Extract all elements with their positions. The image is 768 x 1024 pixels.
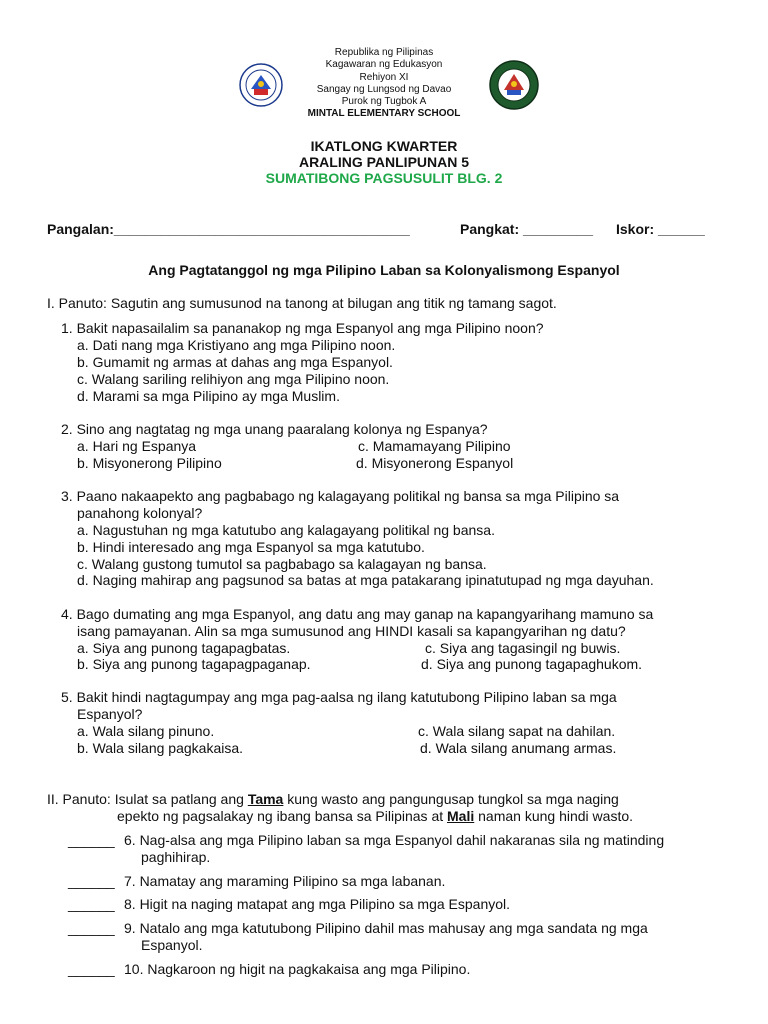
- titles: [0, 138, 768, 186]
- question-3-cont: panahong kolonyal?: [77, 505, 203, 521]
- topic-title: Ang Pagtatanggol ng mga Pilipino Laban sa Kolonyalismong Espanyol: [148, 262, 620, 278]
- choice-5c: c. Wala silang sapat na dahilan.: [418, 723, 616, 739]
- choice-4a: a. Siya ang punong tagapagbatas.: [77, 640, 291, 656]
- choice-2d: d. Misyonerong Espanyol: [356, 455, 514, 471]
- question-4-cont: isang pamayanan. Alin sa mga sumusunod ang HINDI kasali sa kapangyarihan ng datu?: [77, 623, 626, 639]
- choice-3c: c. Walang gustong tumutol sa pagbabago sa kalagayan ng bansa.: [77, 556, 487, 572]
- letterhead-line: Sangay ng Lungsod ng Davao: [316, 83, 452, 95]
- answer-blank[interactable]: ______: [68, 873, 115, 889]
- choice-1d: d. Marami sa mga Pilipino ay mga Muslim.: [77, 388, 340, 404]
- question-1: 1. Bakit napasailalim sa pananakop ng mga Espanyol ang mga Pilipino noon?: [61, 320, 544, 336]
- choice-3d: d. Naging mahirap ang pagsunod sa batas at mga patakarang ipinatutupad ng mga dayuhan.: [77, 572, 654, 588]
- part2-instruction-pre: II. Panuto: Isulat sa patlang ang: [47, 791, 248, 807]
- quarter-title: IKATLONG KWARTER: [310, 138, 458, 154]
- answer-blank[interactable]: ______: [68, 896, 115, 912]
- choice-5b: b. Wala silang pagkakaisa.: [77, 740, 244, 756]
- statement-7: 7. Namatay ang maraming Pilipino sa mga labanan.: [124, 873, 446, 889]
- choice-1b: b. Gumamit ng armas at dahas ang mga Espanyol.: [77, 354, 393, 370]
- part2-instruction2-pre: epekto ng pagsalakay ng ibang bansa sa Pilipinas at: [117, 808, 448, 824]
- statement-6-cont: paghihirap.: [141, 849, 211, 865]
- part2-instruction-mid: kung wasto ang pangungusap tungkol sa mga naging: [283, 791, 619, 807]
- choice-1c: c. Walang sariling relihiyon ang mga Pilipino noon.: [77, 371, 390, 387]
- section-field: Pangkat: _________: [460, 221, 594, 237]
- school-name: MINTAL ELEMENTARY SCHOOL: [307, 108, 461, 120]
- mali-keyword: Mali: [447, 808, 475, 824]
- part1-instruction: I. Panuto: Sagutin ang sumusunod na tanong at bilugan ang titik ng tamang sagot.: [47, 295, 557, 311]
- part2-instruction: [47, 791, 619, 808]
- choice-4d: d. Siya ang punong tagapaghukom.: [421, 656, 643, 672]
- question-3: 3. Paano nakaapekto ang pagbabago ng kalagayang politikal ng bansa sa mga Pilipino sa: [61, 488, 620, 504]
- choice-5d: d. Wala silang anumang armas.: [420, 740, 617, 756]
- choice-5a: a. Wala silang pinuno.: [77, 723, 215, 739]
- tama-keyword: Tama: [247, 791, 284, 807]
- name-field: Pangalan:______________________________________: [47, 221, 410, 237]
- question-5: 5. Bakit hindi nagtagumpay ang mga pag-aalsa ng ilang katutubong Pilipino laban sa mga: [61, 689, 617, 705]
- choice-3a: a. Nagustuhan ng mga katutubo ang kalagayang politikal ng bansa.: [77, 522, 495, 538]
- statement-8: 8. Higit na naging matapat ang mga Pilipino sa mga Espanyol.: [124, 896, 511, 912]
- letterhead: [0, 47, 768, 121]
- letterhead-line: Republika ng Pilipinas: [334, 47, 434, 58]
- letterhead-line: Rehiyon XI: [359, 71, 409, 83]
- choice-2c: c. Mamamayang Pilipino: [358, 438, 511, 454]
- choice-4b: b. Siya ang punong tagapagpaganap.: [77, 656, 311, 672]
- choice-1a: a. Dati nang mga Kristiyano ang mga Pilipino noon.: [77, 337, 396, 353]
- part2-instruction-cont: [117, 808, 633, 825]
- statement-9-cont: Espanyol.: [141, 937, 203, 953]
- question-4: 4. Bago dumating ang mga Espanyol, ang datu ang may ganap na kapangyarihang mamuno sa: [61, 606, 654, 622]
- letterhead-line: Purok ng Tugbok A: [341, 96, 427, 108]
- statement-6: 6. Nag-alsa ang mga Pilipino laban sa mga Espanyol dahil nakaranas sila ng matinding: [124, 832, 665, 848]
- statement-10: 10. Nagkaroon ng higit na pagkakaisa ang mga Pilipino.: [124, 961, 471, 977]
- choice-2a: a. Hari ng Espanya: [77, 438, 197, 454]
- test-title: SUMATIBONG PAGSUSULIT BLG. 2: [265, 170, 503, 186]
- answer-blank[interactable]: ______: [68, 832, 115, 848]
- statement-9: 9. Natalo ang mga katutubong Pilipino dahil mas mahusay ang mga sandata ng mga: [124, 920, 648, 936]
- answer-blank[interactable]: ______: [68, 961, 115, 977]
- letterhead-line: Kagawaran ng Edukasyon: [325, 59, 443, 71]
- part2-instruction2-post: naman kung hindi wasto.: [474, 808, 634, 824]
- choice-3b: b. Hindi interesado ang mga Espanyol sa mga katutubo.: [77, 539, 425, 555]
- question-5-cont: Espanyol?: [77, 706, 143, 722]
- answer-blank[interactable]: ______: [68, 920, 115, 936]
- choice-2b: b. Misyonerong Pilipino: [77, 455, 222, 471]
- subject-title: ARALING PANLIPUNAN 5: [298, 154, 470, 170]
- choice-4c: c. Siya ang tagasingil ng buwis.: [425, 640, 621, 656]
- score-field: Iskor: ______: [616, 221, 705, 237]
- question-2: 2. Sino ang nagtatag ng mga unang paaralang kolonya ng Espanya?: [61, 421, 488, 437]
